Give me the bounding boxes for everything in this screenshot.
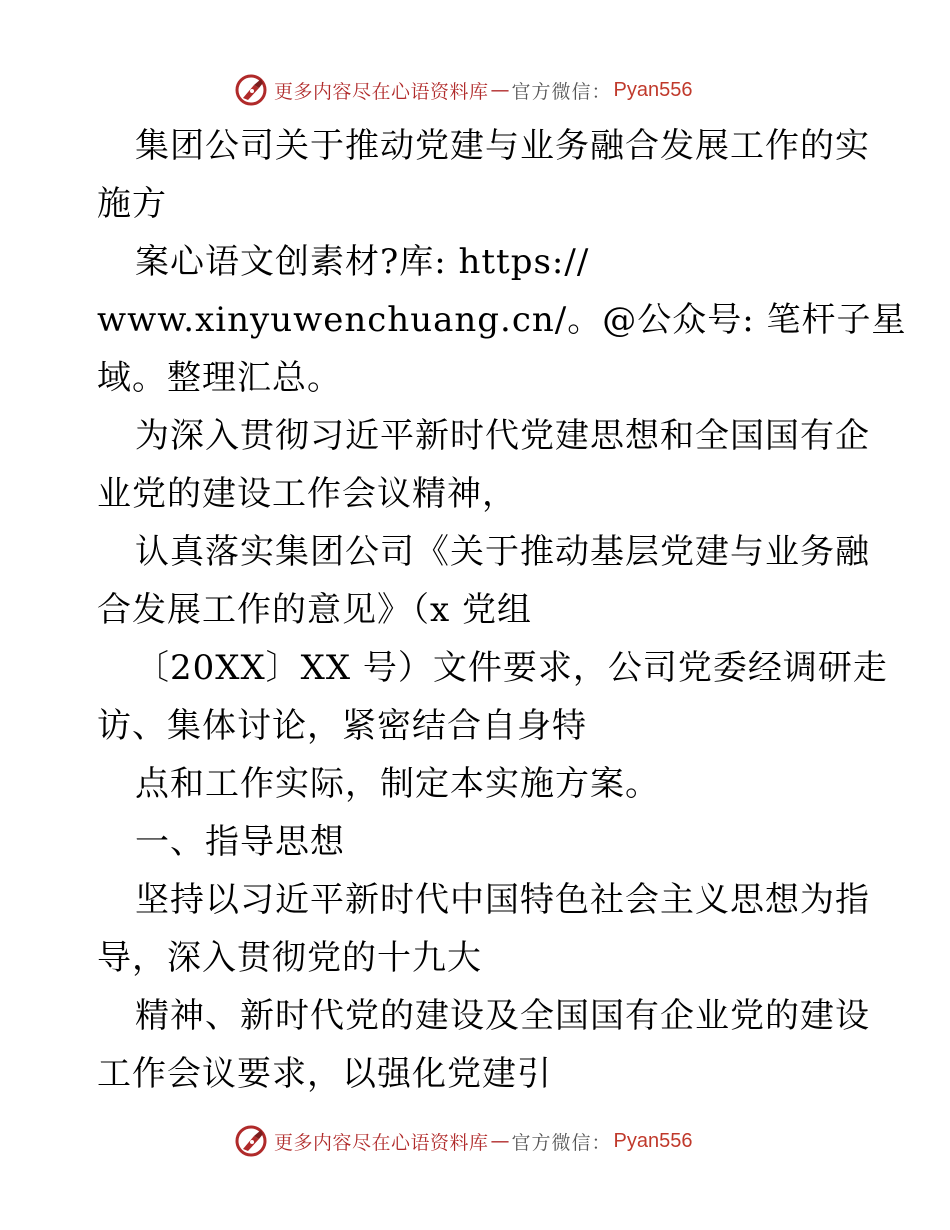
doc-title-line-1: 集团公司关于推动党建与业务融合发展工作的实 [135, 126, 870, 166]
doc-paragraph-line: 〔20XX〕XX 号）文件要求，公司党委经调研走 [135, 648, 888, 688]
doc-paragraph-line: 认真落实集团公司《关于推动基层党建与业务融 [135, 532, 870, 572]
watermark-text: 更多内容尽在心语资料库 [274, 1131, 489, 1154]
doc-paragraph-line: 精神、新时代党的建设及全国国有企业党的建设 [135, 996, 870, 1036]
watermark-wechat-label: 官方微信： [511, 80, 612, 103]
pen-nib-logo-icon [234, 1124, 268, 1158]
doc-title-line-2: 施方 [97, 184, 167, 224]
watermark-wechat-label: 官方微信： [511, 1131, 612, 1154]
doc-paragraph-line: 工作会议要求，以强化党建引 [97, 1054, 552, 1094]
watermark-text: 更多内容尽在心语资料库 [274, 80, 489, 103]
watermark-wechat-id: Pyan556 [613, 1129, 693, 1152]
doc-paragraph-line: 业党的建设工作会议精神， [97, 474, 517, 514]
doc-source-line-1: 案心语文创素材?库: https:// [135, 242, 590, 282]
doc-source-line-3: 域。整理汇总。 [97, 358, 342, 398]
doc-paragraph-line: 坚持以习近平新时代中国特色社会主义思想为指 [135, 880, 870, 920]
watermark-separator: — [490, 79, 510, 101]
pen-nib-logo-icon [234, 73, 268, 107]
doc-paragraph-line: 访、集体讨论，紧密结合自身特 [97, 706, 587, 746]
header-watermark [234, 72, 693, 108]
doc-paragraph-line: 为深入贯彻习近平新时代党建思想和全国国有企 [135, 416, 870, 456]
watermark-wechat-id: Pyan556 [613, 78, 693, 101]
section-heading: 一、指导思想 [135, 822, 345, 862]
doc-source-line-2: www.xinyuwenchuang.cn/。@公众号: 笔杆子星 [97, 300, 907, 340]
document-body [97, 117, 907, 1103]
doc-paragraph-line: 点和工作实际，制定本实施方案。 [135, 764, 660, 804]
doc-paragraph-line: 合发展工作的意见》（x 党组 [97, 590, 532, 630]
watermark-separator: — [490, 1130, 510, 1152]
doc-paragraph-line: 导，深入贯彻党的十九大 [97, 938, 482, 978]
footer-watermark [234, 1123, 693, 1159]
